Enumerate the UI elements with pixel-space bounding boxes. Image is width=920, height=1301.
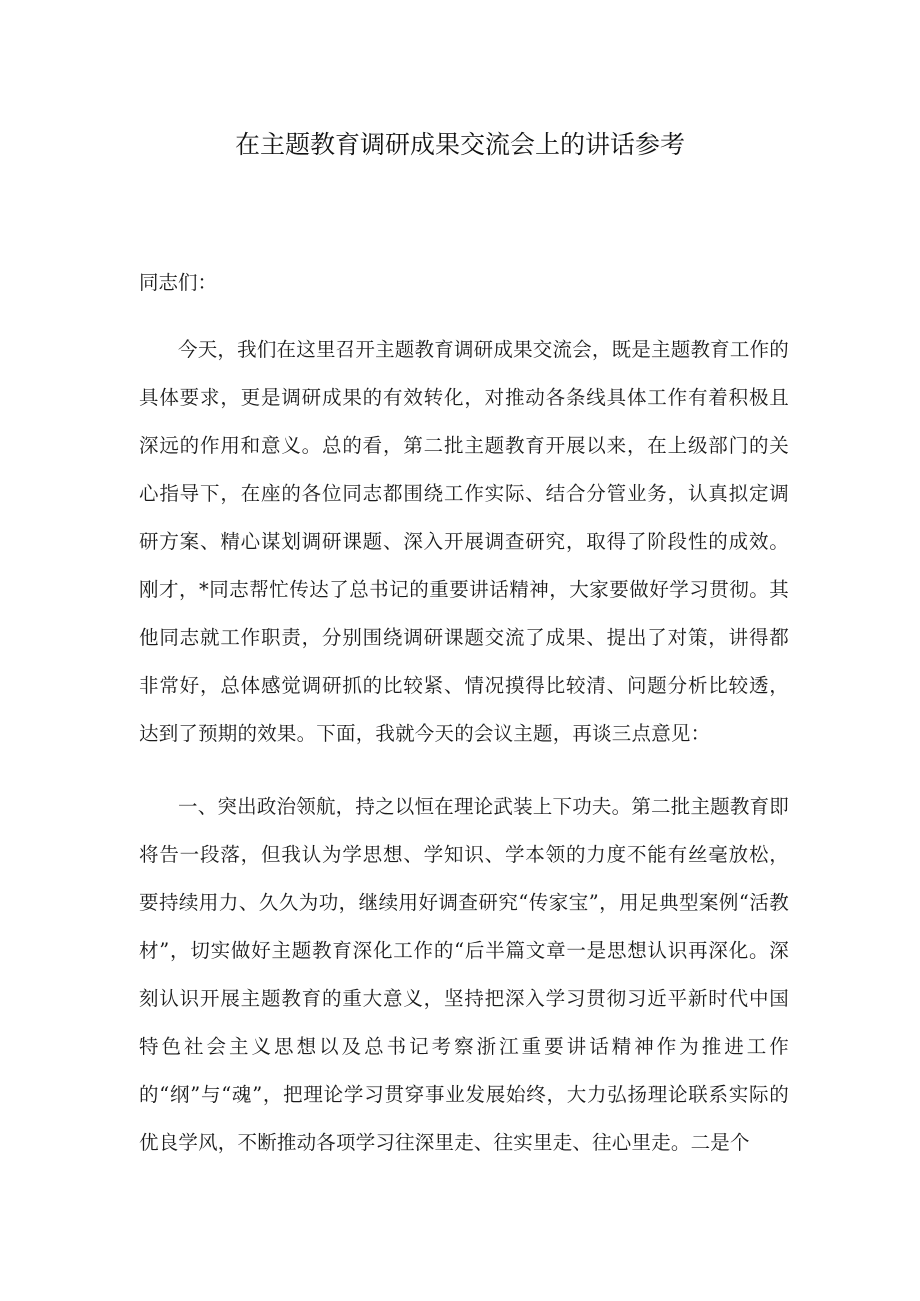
greeting-line: 同志们： xyxy=(139,271,218,294)
paragraph-point-one: 一、突出政治领航，持之以恒在理论武装上下功夫。第二批主题教育即将告一段落，但我认为学思想、学知识、学本领的力度不能有丝毫放松，要持续用力、久久为功，继续用好调查研究“传家宝”，用足典型案例“活教材”，切实做好主题教育深化工作的“后半篇文章一是思想认识再深化。深刻认识开展主题教育的重大意义，坚持把深入学习贯彻习近平新时代中国特色社会主义思想以及总书记考察浙江重要讲话精神作为推进工作的“纲”与“魂”，把理论学习贯穿事业发展始终，大力弘扬理论联系实际的优良学风，不断推动各项学习往深里走、往实里走、往心里走。二是个 xyxy=(139,795,789,1154)
document-title: 在主题教育调研成果交流会上的讲话参考 xyxy=(234,130,685,159)
paragraph-opening: 今天，我们在这里召开主题教育调研成果交流会，既是主题教育工作的具体要求，更是调研成果的有效转化，对推动各条线具体工作有着积极且深远的作用和意义。总的看，第二批主题教育开展以来，在上级部门的关心指导下，在座的各位同志都围绕工作实际、结合分管业务，认真拟定调研方案、精心谋划调研课题、深入开展调查研究，取得了阶段性的成效。刚才，*同志帮忙传达了总书记的重要讲话精神，大家要做好学习贯彻。其他同志就工作职责，分别围绕调研课题交流了成果、提出了对策，讲得都非常好，总体感觉调研抓的比较紧、情况摸得比较清、问题分析比较透，达到了预期的效果。下面，我就今天的会议主题，再谈三点意见： xyxy=(139,338,789,745)
